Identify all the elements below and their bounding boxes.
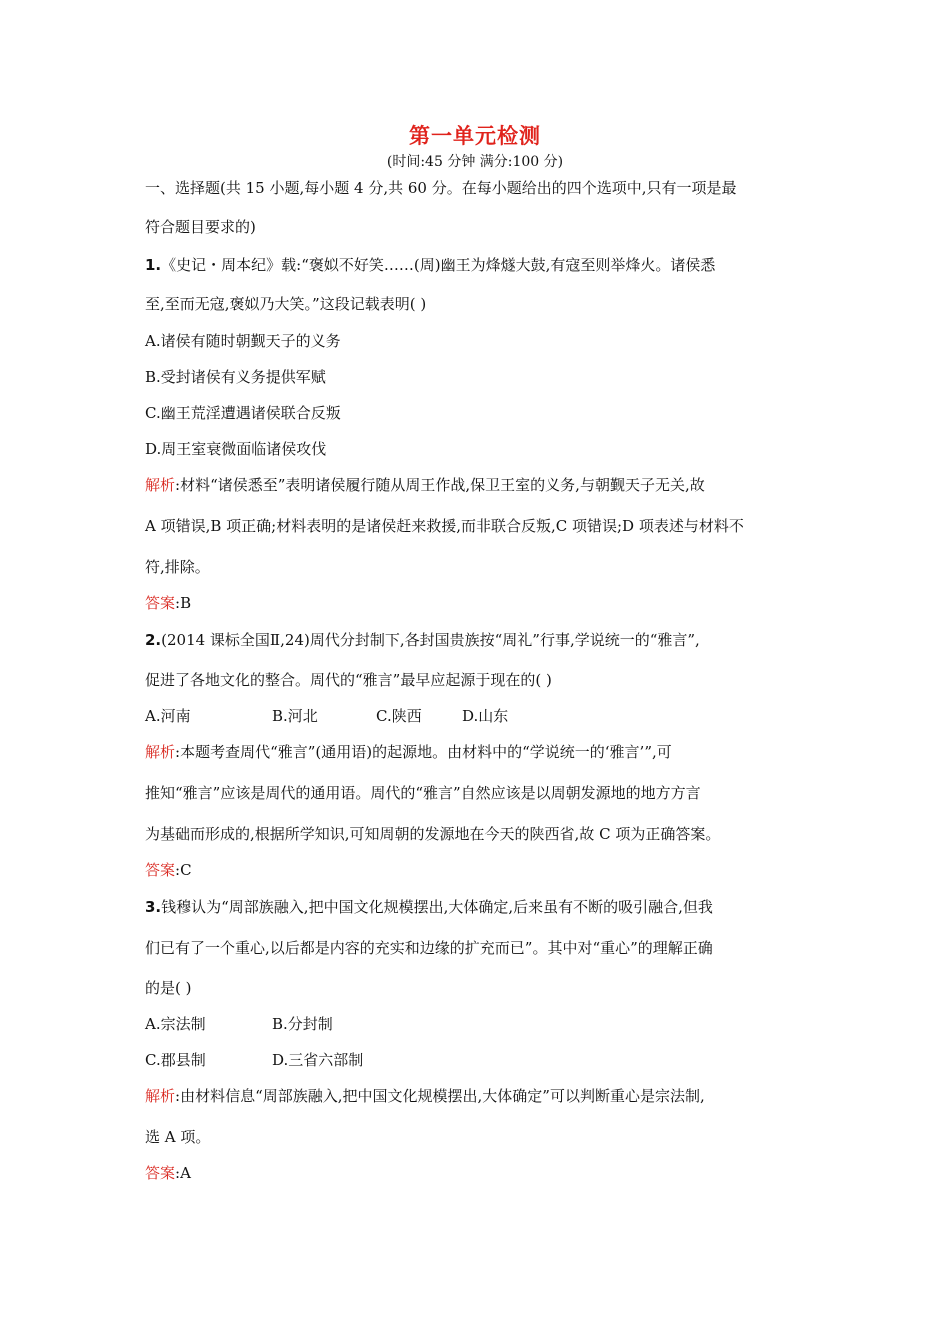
question-1-option-b: B.受封诸侯有义务提供军赋 xyxy=(145,368,326,386)
question-2-answer: 答案:C xyxy=(145,861,192,879)
question-1-stem-line-1: 1.《史记・周本纪》载:“褒姒不好笑……(周)幽王为烽燧大鼓,有寇至则举烽火。诸侯悉 xyxy=(145,256,716,274)
answer-label: 答案 xyxy=(145,861,176,879)
question-1-option-a: A.诸侯有随时朝觐天子的义务 xyxy=(145,332,341,350)
analysis-label: 解析 xyxy=(145,1087,176,1105)
question-2-stem-line-1: 2.(2014 课标全国Ⅱ,24)周代分封制下,各封国贵族按“周礼”行事,学说统一的“雅言”, xyxy=(145,631,700,649)
question-3-stem-line-2: 们已有了一个重心,以后都是内容的充实和边缘的扩充而已”。其中对“重心”的理解正确 xyxy=(145,939,713,957)
question-2-option-d: D.山东 xyxy=(462,707,509,725)
question-number: 3. xyxy=(145,898,162,916)
section-intro-line-2: 符合题目要求的) xyxy=(145,218,256,236)
question-1-answer: 答案:B xyxy=(145,594,192,612)
question-3-option-b: B.分封制 xyxy=(272,1015,333,1033)
question-2-analysis-line-2: 推知“雅言”应该是周代的通用语。周代的“雅言”自然应该是以周朝发源地的地方方言 xyxy=(145,784,701,802)
answer-label: 答案 xyxy=(145,1164,176,1182)
question-3-stem-line-1: 3.钱穆认为“周部族融入,把中国文化规模摆出,大体确定,后来虽有不断的吸引融合,但我 xyxy=(145,898,713,916)
question-1-analysis-line-2: A 项错误,B 项正确;材料表明的是诸侯赶来救援,而非联合反叛,C 项错误;D 项表述与材料不 xyxy=(145,517,744,535)
section-intro-line-1: 一、选择题(共 15 小题,每小题 4 分,共 60 分。在每小题给出的四个选项中,只有一项是最 xyxy=(145,179,737,197)
question-3-stem-line-3: 的是( ) xyxy=(145,979,192,997)
question-2-option-b: B.河北 xyxy=(272,707,318,725)
question-number: 2. xyxy=(145,631,162,649)
question-2-option-a: A.河南 xyxy=(145,707,191,725)
question-2-analysis-line-1: 解析:本题考查周代“雅言”(通用语)的起源地。由材料中的“学说统一的‘雅言’”,可 xyxy=(145,743,672,761)
question-3-option-d: D.三省六部制 xyxy=(272,1051,364,1069)
analysis-label: 解析 xyxy=(145,743,176,761)
question-3-analysis-line-2: 选 A 项。 xyxy=(145,1128,211,1146)
answer-label: 答案 xyxy=(145,594,176,612)
analysis-label: 解析 xyxy=(145,476,176,494)
question-2-analysis-line-3: 为基础而形成的,根据所学知识,可知周朝的发源地在今天的陕西省,故 C 项为正确答案。 xyxy=(145,825,721,843)
question-1-analysis-line-1: 解析:材料“诸侯悉至”表明诸侯履行随从周王作战,保卫王室的义务,与朝觐天子无关,故 xyxy=(145,476,705,494)
page-title: 第一单元检测 xyxy=(409,124,541,148)
question-2-option-c: C.陕西 xyxy=(376,707,422,725)
question-3-option-c: C.郡县制 xyxy=(145,1051,206,1069)
question-3-option-a: A.宗法制 xyxy=(145,1015,206,1033)
question-2-stem-line-2: 促进了各地文化的整合。周代的“雅言”最早应起源于现在的( ) xyxy=(145,671,552,689)
question-1-stem-line-2: 至,至而无寇,褒姒乃大笑。”这段记载表明( ) xyxy=(145,295,427,313)
question-3-analysis-line-1: 解析:由材料信息“周部族融入,把中国文化规模摆出,大体确定”可以判断重心是宗法制, xyxy=(145,1087,705,1105)
question-number: 1. xyxy=(145,256,162,274)
exam-info: (时间:45 分钟 满分:100 分) xyxy=(386,154,564,170)
question-1-option-c: C.幽王荒淫遭遇诸侯联合反叛 xyxy=(145,404,341,422)
question-1-analysis-line-3: 符,排除。 xyxy=(145,558,210,576)
question-3-answer: 答案:A xyxy=(145,1164,191,1182)
question-1-option-d: D.周王室衰微面临诸侯攻伐 xyxy=(145,440,327,458)
